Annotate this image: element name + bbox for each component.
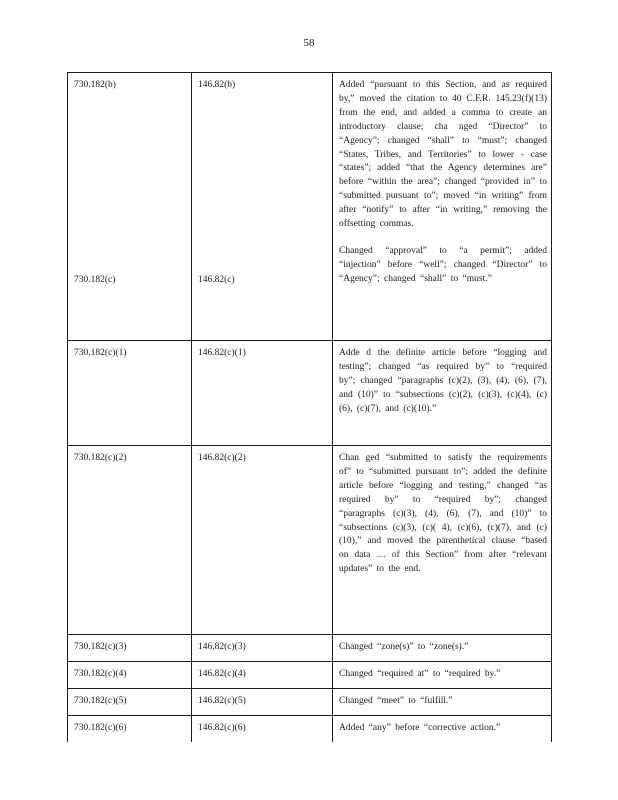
entry-spacer — [74, 93, 187, 274]
illinois-section: 730.182(c)(2) — [74, 453, 127, 463]
page-number: 58 — [303, 37, 315, 49]
change-description: Changed “meet” to “fulfill.” — [339, 696, 453, 706]
change-description-cell — [333, 689, 552, 716]
change-description-cell — [333, 446, 552, 635]
change-description: Adde d the definite article before “logging and testing”; changed “as required by” to “required by”; changed “paragraphs (c)(2), (3), (4), (6), (7), and (10)” to “subsections (c)(2), (c)(3), (c)(4), (c)(6), (c)(7), and (c)(10).” — [339, 348, 547, 414]
illinois-section: 730.182(c)(4) — [74, 669, 127, 679]
change-description: Added “any” before “corrective action.” — [339, 723, 501, 733]
illinois-section-cell — [68, 341, 192, 446]
change-description-cell — [333, 716, 552, 743]
illinois-section: 730.182(b) — [74, 80, 116, 90]
change-description-cell — [333, 635, 552, 662]
federal-section: 146.82(c)(6) — [198, 723, 246, 733]
change-description-cell — [333, 73, 552, 341]
table-row — [68, 635, 552, 662]
change-description: Chan ged “submitted to satisfy the requirements of” to “submitted pursuant to”; added the definite article before “logging and testing,” changed “as required by” to “required by”; changed “paragraphs (c)(3), (4), (6), (7), and (10)” to “subsections (c)(3), (c)( 4), (c)(6), (c)(7), and (c)(10),” and moved the parenthetical clause “based on data … of this Section” from after “relevant updates” to the end. — [339, 453, 547, 575]
table-row — [68, 716, 552, 743]
illinois-section: 730.182(c) — [74, 274, 116, 285]
illinois-section: 730.182(c)(6) — [74, 723, 127, 733]
federal-section-cell — [192, 635, 333, 662]
illinois-section-cell — [68, 635, 192, 662]
change-description: Added “pursuant to this Section, and as required by,” moved the citation to 40 C.F.R. 145.23(f)(13) from the end, and added a comma to create an introductory clause; cha nged “Director” to “Agency”; changed “shall” to “must”; changed “States, Tribes, and Territories” to lower - case “states”; added “that the Agency determines are” before “within the area”; changed “provided in” to “submitted pursuant to”; moved “in writing” from after “notify” to after “in writing,” removing the offsetting commas. — [339, 80, 547, 230]
illinois-section-cell — [68, 446, 192, 635]
change-description: Changed “zone(s)” to “zone(s).” — [339, 642, 469, 652]
federal-section-cell — [192, 341, 333, 446]
change-description-cell — [333, 341, 552, 446]
federal-section-cell — [192, 446, 333, 635]
illinois-section: 730.182(c)(3) — [74, 642, 127, 652]
change-description: Changed “required at” to “required by.” — [339, 669, 501, 679]
federal-section: 146.82(c)(4) — [198, 669, 246, 679]
federal-section: 146.82(c) — [198, 274, 235, 285]
entry-spacer — [339, 232, 547, 245]
table-row — [68, 341, 552, 446]
federal-section-cell — [192, 716, 333, 743]
federal-section: 146.82(c)(1) — [198, 348, 246, 358]
table-row — [68, 662, 552, 689]
table-row — [68, 73, 552, 341]
federal-section: 146.82(c)(2) — [198, 453, 246, 463]
illinois-section-cell — [68, 73, 192, 341]
table-row — [68, 689, 552, 716]
change-description-cell — [333, 662, 552, 689]
federal-section: 146.82(b) — [198, 80, 236, 90]
federal-section-cell — [192, 689, 333, 716]
federal-section: 146.82(c)(5) — [198, 696, 246, 706]
federal-section-cell — [192, 73, 333, 341]
change-description: Changed “approval” to “a permit”; added “injection” before “well”; changed “Director” to “Agency”; changed “shall” to “must.” — [339, 245, 547, 284]
section-comparison-table — [67, 72, 552, 742]
illinois-section: 730.182(c)(1) — [74, 348, 127, 358]
illinois-section: 730.182(c)(5) — [74, 696, 127, 706]
entry-spacer — [198, 93, 328, 274]
illinois-section-cell — [68, 716, 192, 743]
federal-section-cell — [192, 662, 333, 689]
federal-section: 146.82(c)(3) — [198, 642, 246, 652]
table-row — [68, 446, 552, 635]
illinois-section-cell — [68, 662, 192, 689]
illinois-section-cell — [68, 689, 192, 716]
